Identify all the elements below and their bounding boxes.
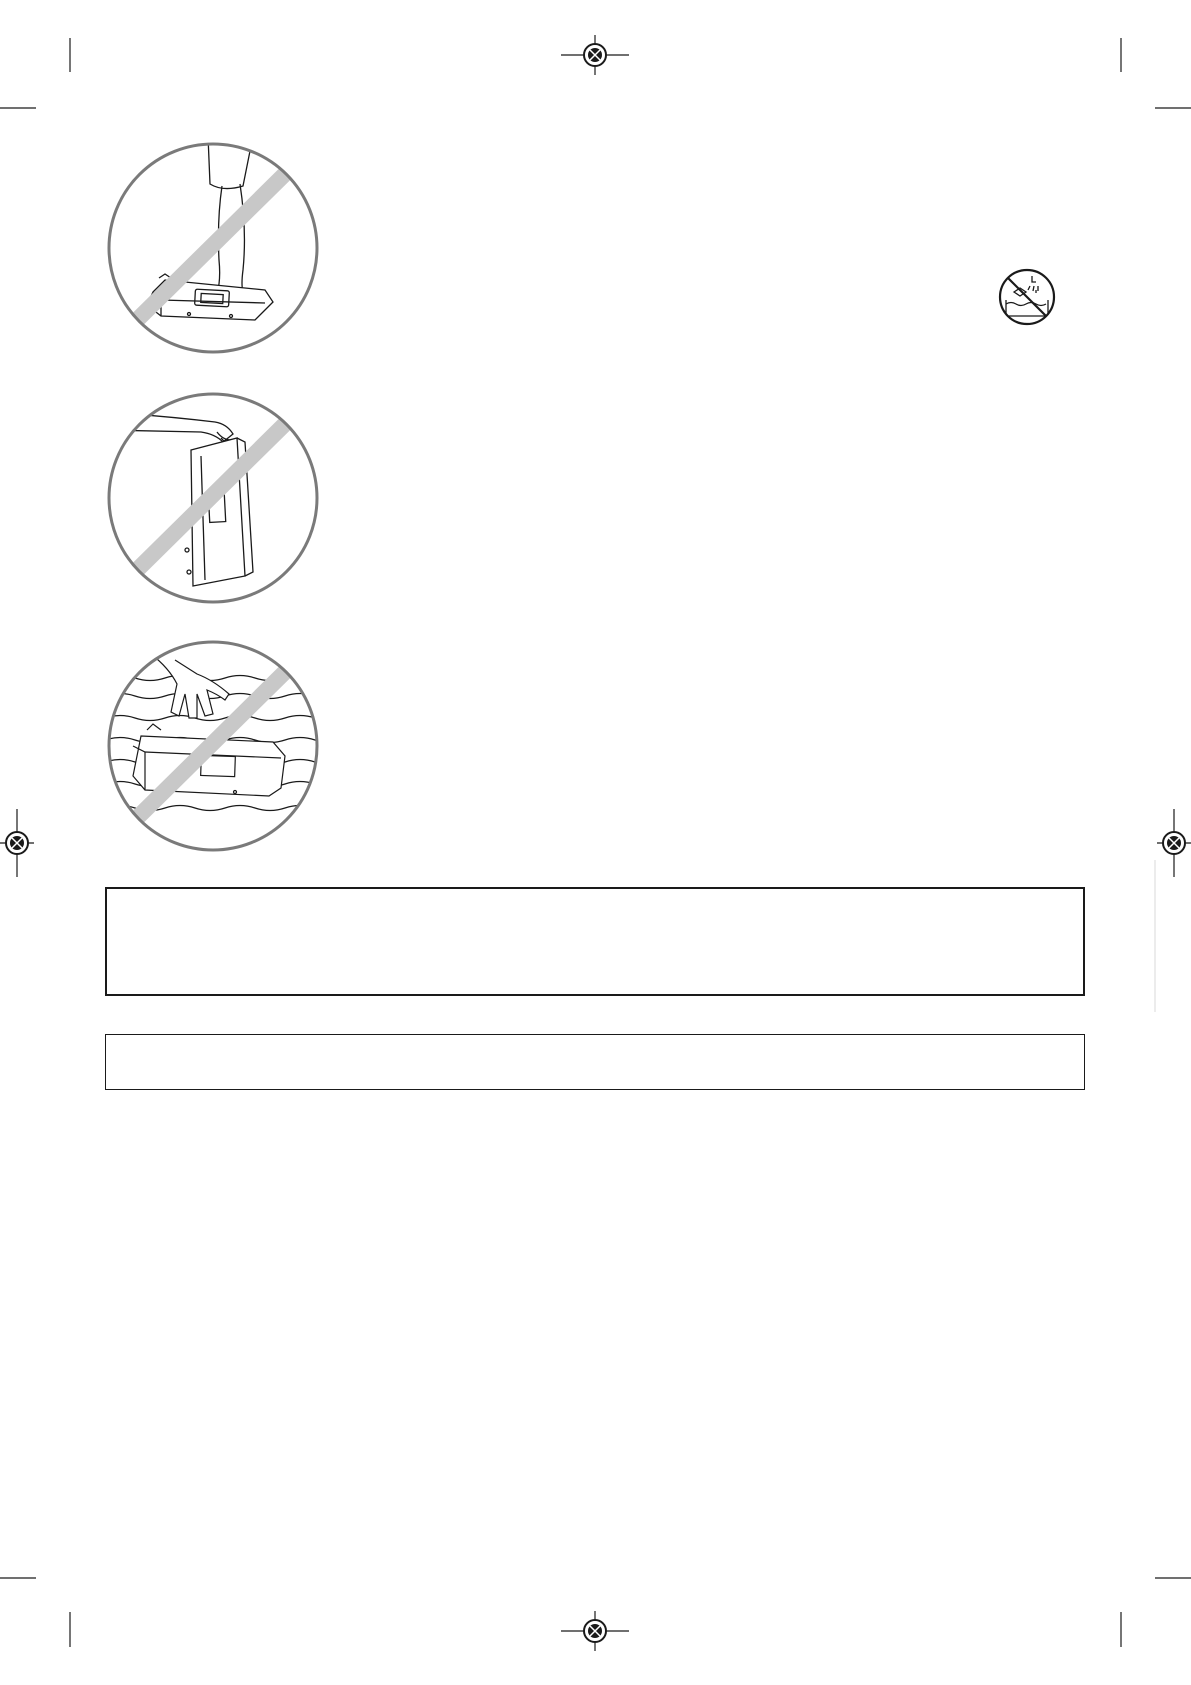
- do-not-hold-vertically-illustration: [105, 390, 321, 606]
- do-not-immerse-illustration: [105, 638, 321, 854]
- registration-target-icon: [561, 1611, 629, 1651]
- registration-target-icon: [0, 809, 34, 877]
- do-not-lift-by-cord-illustration: [105, 140, 321, 356]
- no-immersion-icon: [996, 266, 1058, 328]
- warning-box-small: [105, 1034, 1085, 1090]
- registration-target-icon: [561, 35, 629, 75]
- registration-target-icon: [1157, 809, 1191, 877]
- warning-box-large: [105, 887, 1085, 996]
